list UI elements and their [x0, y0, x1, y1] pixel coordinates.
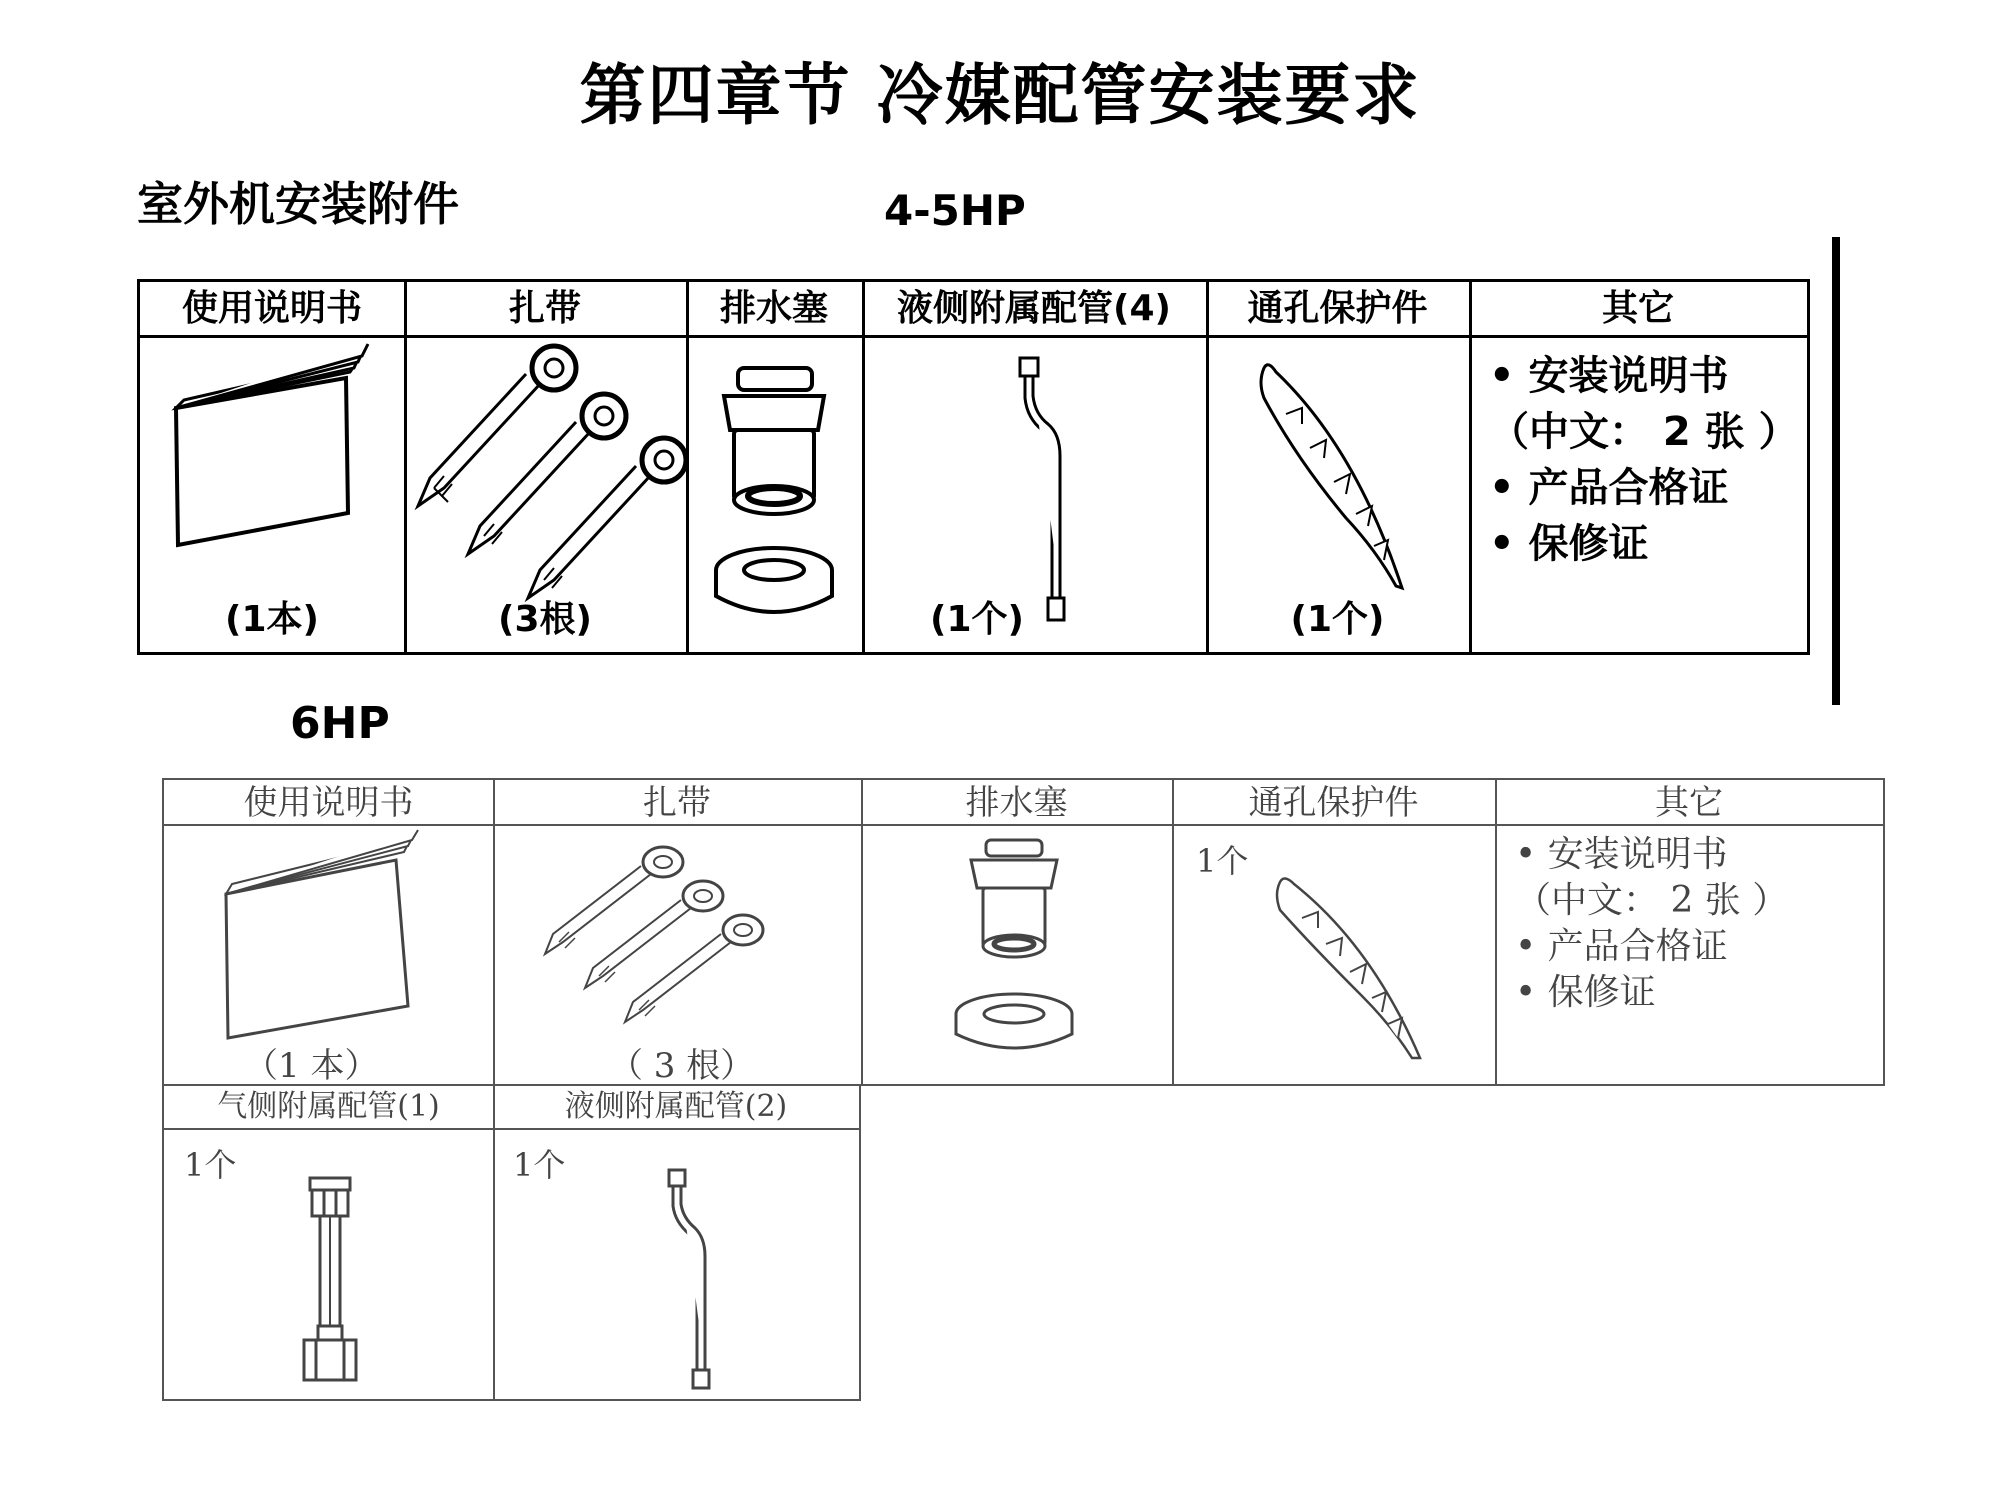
header-drain: 排水塞	[861, 780, 1172, 826]
header-others: 其它	[1495, 780, 1883, 826]
accessories-table-4-5hp	[137, 279, 1810, 655]
header-guard: 通孔保护件	[1172, 780, 1495, 826]
drain-plug-icon	[861, 826, 1172, 1086]
qty-guard: 1个	[1196, 842, 1249, 880]
qty-ties: (3根)	[498, 599, 592, 640]
header-ties: 扎带	[404, 282, 686, 338]
cell-others	[1469, 338, 1807, 652]
cell-guard	[1206, 338, 1469, 652]
header-drain: 排水塞	[686, 282, 862, 338]
others-list	[1489, 348, 1799, 572]
qty-ties: （ 3 根）	[609, 1046, 755, 1086]
grommet-icon	[1172, 826, 1495, 1086]
header-manual: 使用说明书	[164, 780, 493, 826]
cell-drain	[686, 338, 862, 652]
change-bar	[1832, 237, 1840, 705]
qty-guard: (1个)	[1290, 599, 1385, 640]
header-gas-pipe: 气侧附属配管(1)	[164, 1084, 493, 1130]
others-item: （中文： 2 张 ）	[1489, 409, 1799, 455]
header-manual: 使用说明书	[140, 282, 404, 338]
cell-manual	[140, 338, 404, 652]
model-label-6hp: 6HP	[290, 698, 390, 749]
others-item: • 保修证	[1489, 521, 1649, 567]
others-item: • 安装说明书	[1489, 353, 1729, 399]
qty-manual: (1本)	[225, 599, 319, 640]
page-title: 第四章节 冷媒配管安装要求	[579, 56, 1421, 134]
header-others: 其它	[1469, 282, 1807, 338]
model-label-4-5hp: 4-5HP	[884, 186, 1026, 235]
column-divider	[1495, 780, 1497, 1084]
others-item: • 安装说明书	[1515, 834, 1728, 875]
header-ties: 扎带	[493, 780, 861, 826]
accessories-table-6hp-row2	[162, 1084, 861, 1401]
cell-liquid-pipe	[862, 338, 1206, 652]
qty-gas-pipe: 1个	[184, 1146, 237, 1184]
header-liquid-pipe: 液侧附属配管(2)	[493, 1084, 859, 1130]
others-item: • 保修证	[1515, 972, 1656, 1013]
cell-ties	[404, 338, 686, 652]
header-liquid-pipe: 液侧附属配管(4)	[862, 282, 1206, 338]
gas-pipe-icon	[164, 1130, 493, 1400]
others-list	[1515, 832, 1788, 1016]
pipe-icon	[493, 1130, 859, 1400]
accessories-table-6hp	[162, 778, 1885, 1086]
qty-pipe: (1个)	[930, 599, 1024, 640]
others-item: • 产品合格证	[1515, 926, 1728, 967]
qty-manual: （1 本）	[244, 1046, 379, 1086]
others-item: （中文： 2 张 ）	[1515, 880, 1789, 921]
section-subtitle: 室外机安装附件	[137, 177, 459, 231]
header-guard: 通孔保护件	[1206, 282, 1469, 338]
qty-liquid-pipe: 1个	[513, 1146, 566, 1184]
others-item: • 产品合格证	[1489, 465, 1729, 511]
drain-plug-icon	[686, 338, 862, 658]
